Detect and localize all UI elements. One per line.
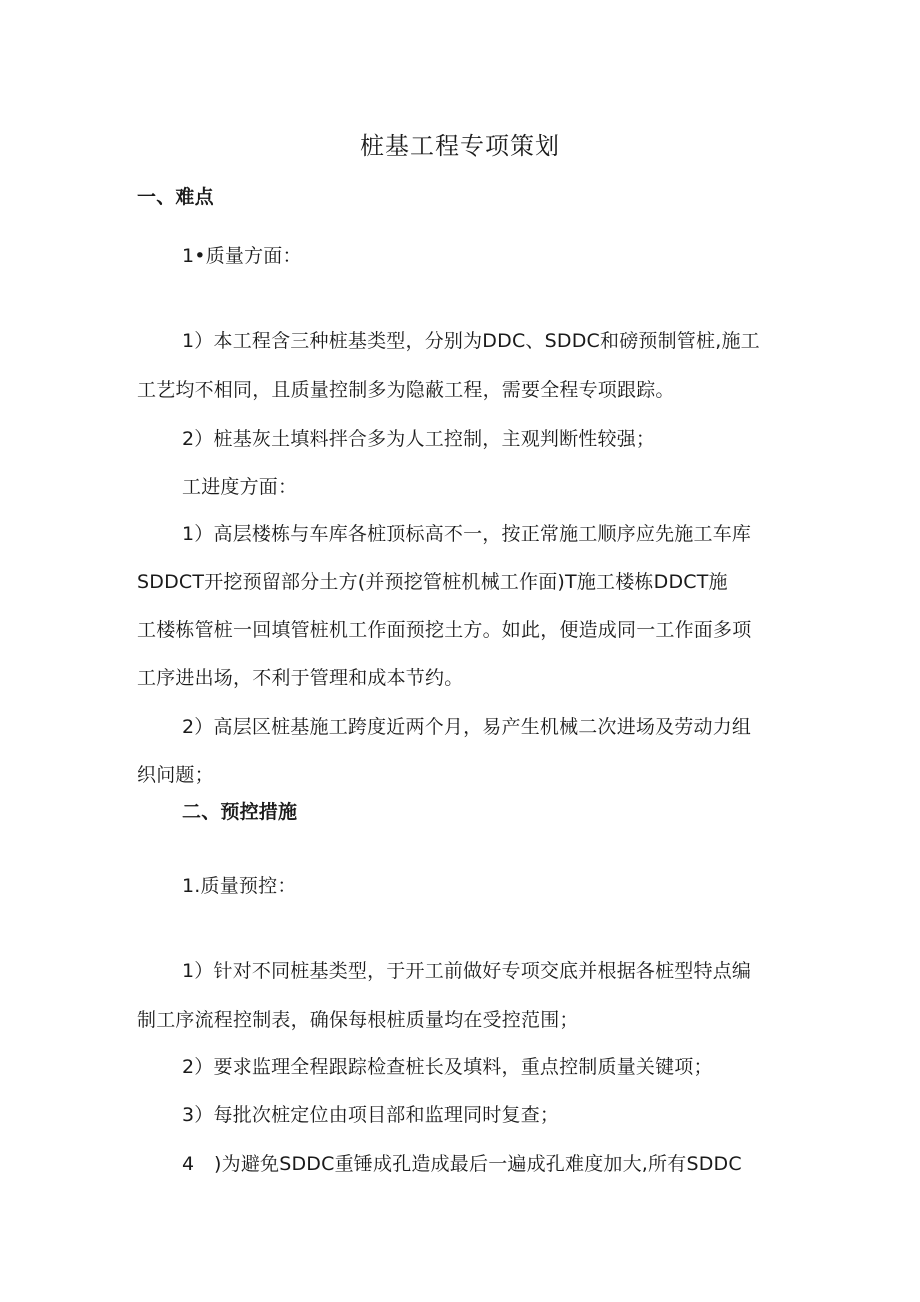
- s1-schedule-item1-line2: SDDCT开挖预留部分土方(并预挖管桩机械工作面)T施工楼栋DDCT施: [137, 571, 728, 593]
- s1-schedule-item1-line3: 工楼栋管桩一回填管桩机工作面预挖土方。如此，便造成同一工作面多项: [137, 619, 752, 641]
- s1-quality-item2: 2）桩基灰土填料拌合多为人工控制，主观判断性较强；: [182, 428, 656, 450]
- s1-quality-item1-line1: 1）本工程含三种桩基类型，分别为DDC、SDDC和磅预制管桩,施工: [182, 330, 760, 352]
- s1-quality-heading: 1•质量方面：: [182, 245, 302, 267]
- s2-item1-line1: 1）针对不同桩基类型，于开工前做好专项交底并根据各桩型特点编: [182, 960, 752, 982]
- s2-item4-number: 4: [182, 1153, 195, 1175]
- s2-quality-heading: 1.质量预控：: [182, 875, 297, 897]
- page-title: 桩基工程专项策划: [360, 132, 560, 160]
- s1-schedule-heading: 工进度方面：: [182, 476, 298, 498]
- s2-item2: 2）要求监理全程跟踪检查桩长及填料，重点控制质量关键项；: [182, 1056, 713, 1078]
- s1-schedule-item1-line4: 工序进出场，不利于管理和成本节约。: [137, 667, 464, 689]
- s2-item1-line2: 制工序流程控制表，确保每根桩质量均在受控范围；: [137, 1009, 579, 1031]
- section2-heading: 二、预控措施: [182, 801, 298, 823]
- section1-heading: 一、难点: [137, 186, 214, 208]
- s1-schedule-item2-line1: 2）高层区桩基施工跨度近两个月，易产生机械二次进场及劳动力组: [182, 716, 752, 738]
- s1-schedule-item1-line1: 1）高层楼栋与车库各桩顶标高不一，按正常施工顺序应先施工车库: [182, 523, 752, 545]
- s2-item3: 3）每批次桩定位由项目部和监理同时复查；: [182, 1104, 560, 1126]
- s1-quality-item1-line2: 工艺均不相同，且质量控制多为隐蔽工程，需要全程专项跟踪。: [137, 379, 675, 401]
- s2-item4-text: )为避免SDDC重锤成孔造成最后一遍成孔难度加大,所有SDDC: [214, 1153, 742, 1175]
- s1-schedule-item2-line2: 织问题；: [137, 764, 214, 786]
